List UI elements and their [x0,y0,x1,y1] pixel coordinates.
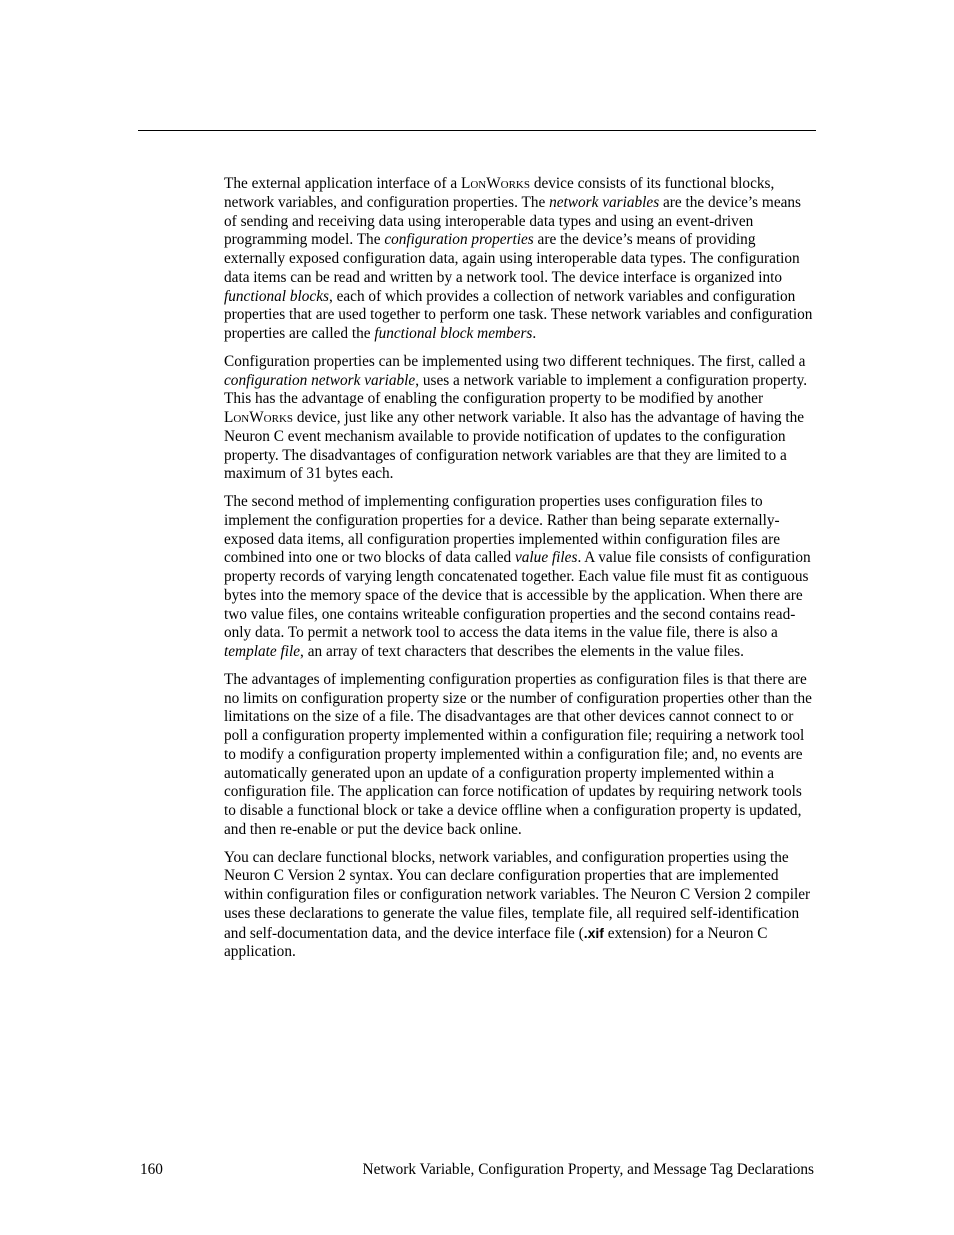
text-run: extension) for a Neuron C application. [224,924,768,961]
text-run: , an array of text characters that describes the elements in the value files. [300,643,744,660]
text-run: are the device’s means of sending and receiving data using interoperable data types and using an event-driven programming model. The [224,193,802,249]
paragraph [224,849,816,963]
paragraph [224,175,816,344]
text-run: The external application interface of a [224,175,461,192]
trademark-lonworks: LonWorks [460,175,530,192]
text-run: device consists of its functional blocks, network variables, and configuration properties. The [224,175,775,211]
text-run: . A value file consists of configuration property records of varying length concatenated together. Each value file must fit as contiguous bytes into the memory space of the device that is accessible by the application. When there are two value files, one contains writeable configuration properties and the second contains read-only data. To permit a network tool to access the data items in the value file, there is also a [224,549,811,642]
text-run: Configuration properties can be implemented using two different techniques. The first, called a [224,352,806,370]
trademark-lonworks: LonWorks [224,409,294,426]
text-run: , uses a network variable to implement a configuration property. This has the advantage of enabling the configuration property to be modified by another [224,371,808,408]
paragraph [224,671,816,840]
text-run: The second method of implementing configuration properties uses configuration files to implement the configuration properties for a device. Rather than being separate externally-exposed data items, all configuration properties implemented within configuration files are combined into one or two blocks of data called [224,493,781,567]
emphasis-term: functional blocks [224,287,329,305]
emphasis-term: functional block members [374,325,533,342]
emphasis-term: template file [224,643,301,660]
text-run: . [532,325,537,342]
text-run: device, just like any other network variable. It also has the advantage of having the Neuron C event mechanism available to provide notification of updates to the configuration property. The disadvantages of configuration network variables are that they are limited to a maximum of 31 bytes each. [224,409,805,483]
paragraph [224,353,816,484]
text-run: are the device’s means of providing externally exposed configuration data, again using interoperable data types. The configuration data items can be read and written by a network tool. The device interface is organized into [224,231,800,286]
emphasis-term: network variables [549,193,660,211]
emphasis-term: value files [514,549,578,567]
emphasis-term: configuration network variable [224,371,416,389]
file-extension: .xif [583,924,604,941]
text-run: You can declare functional blocks, network variables, and configuration properties using the Neuron C Version 2 syntax. You can declare configuration properties that are implemented within configuration files or configuration network variables. The Neuron C Version 2 compiler uses these declarations to generate the value files, template file, all required self-identification and self-documentation data, and the device interface file ( [224,848,811,942]
body-text [224,175,816,971]
running-footer-title: Network Variable, Configuration Property, and Message Tag Declarations [362,1161,814,1178]
text-run: , each of which provides a collection of network variables and configuration properties that are used together to perform one task. These network variables and configuration properties are called the [224,287,813,342]
header-rule [138,130,816,131]
page-number: 160 [140,1161,163,1178]
paragraph [224,493,816,662]
text-run: The advantages of implementing configuration properties as configuration files is that there are no limits on configuration property size or the number of configuration properties other than the limitations on the size of a file. The disadvantages are that other devices cannot connect to or poll a configuration property implemented within a configuration file; requiring a network tool to modify a configuration property implemented within a configuration file; and, no events are automatically generated upon an update of a configuration property implemented within a configuration file. The application can force notification of updates by requiring network tools to disable a functional block or take a device offline when a configuration property is updated, and then re-enable or put the device back online. [224,670,812,838]
emphasis-term: configuration properties [384,231,534,249]
